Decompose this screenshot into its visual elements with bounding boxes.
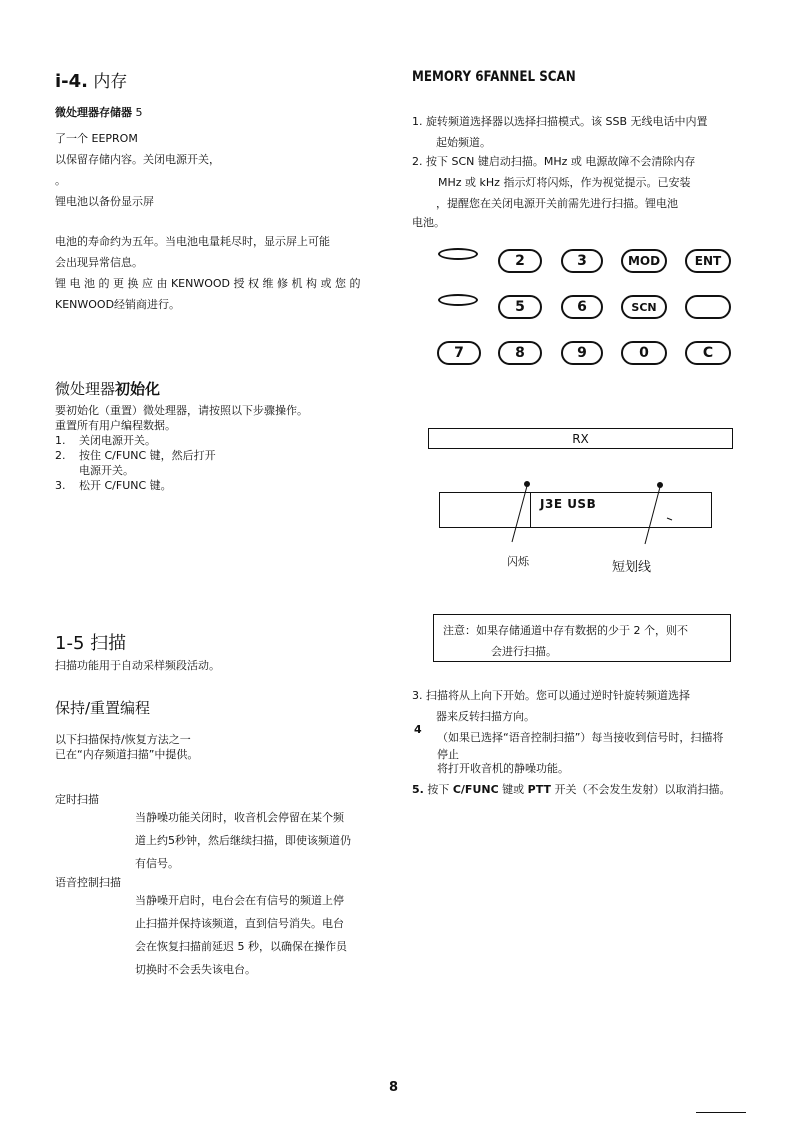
scan-step-4: （如果已选择“语音控制扫描”）每当接收到信号时，扫描将 停止 将打开收音机的静噪功能。 [437, 731, 724, 775]
key-c[interactable]: C [685, 341, 731, 365]
battery-text: 电池。 [412, 216, 445, 229]
dash-dot [657, 482, 663, 488]
key-6[interactable]: 6 [561, 295, 603, 319]
memory-subtitle: 微处理器存储器 5 [55, 106, 143, 119]
key-2[interactable]: 2 [498, 249, 542, 273]
memory-scan-title: MEMORY 6FANNEL SCAN [412, 69, 576, 85]
init-steps [55, 433, 216, 493]
voice-scan-title: 语音控制扫描 [55, 876, 121, 889]
key-blank[interactable] [685, 295, 731, 319]
section-title-memory [55, 67, 127, 92]
memory-text-2: 电池的寿命约为五年。当电池电量耗尽时，显示屏上可能 会出现异常信息。 锂 电 池 的 更 换 应 由 KENWOOD 授 权 维 修 机 构 或 您 的 KENWOOD经销商进行。 [55, 235, 361, 311]
timed-scan-text: 当静噪功能关闭时，收音机会停留在某个频 道上约5秒钟，然后继续扫描，即使该频道仍 有信号。 [135, 811, 351, 870]
scan-description: 扫描功能用于自动采样频段活动。 [55, 659, 220, 672]
dash-label: 短划线 [612, 560, 652, 575]
scan-step-1: 1. 旋转频道选择器以选择扫描模式。该 SSB 无线电话中内置 起始频道。 [412, 115, 708, 149]
init-title: 微处理器初始化 [55, 380, 161, 398]
section-title-scan: 1-5 扫描 [55, 633, 127, 654]
key-mod[interactable]: MOD [621, 249, 667, 273]
key-0[interactable]: 0 [621, 341, 667, 365]
hold-resume-title: 保持/重置编程 [55, 699, 151, 717]
init-intro: 要初始化（重置）微处理器，请按照以下步骤操作。 重置所有用户编程数据。 [55, 404, 308, 432]
scan-step-2: 2. 按下 SCN 键启动扫描。MHz 或 电源故障不会清除内存 MHz 或 kHz 指示灯将闪烁，作为视觉提示。已安装 ，提醒您在关闭电源开关前需先进行扫描。锂电池 [412, 155, 696, 210]
voice-scan-text: 当静噪开启时，电台会在有信号的频道上停 止扫描并保持该频道，直到信号消失。电台 会在恢复扫描前延迟 5 秒，以确保在操作员 切换时不会丢失该电台。 [135, 894, 347, 976]
indicator-lamp [438, 248, 478, 260]
note-text: 注意：如果存储通道中存有数据的少于 2 个，则不 会进行扫描。 [443, 624, 688, 658]
key-8[interactable]: 8 [498, 341, 542, 365]
rx-bar [428, 428, 733, 449]
timed-scan-title: 定时扫描 [55, 793, 99, 806]
key-7[interactable]: 7 [437, 341, 481, 365]
key-3[interactable]: 3 [561, 249, 603, 273]
key-ent[interactable]: ENT [685, 249, 731, 273]
list-item: 电源开关。 [79, 464, 134, 477]
key-scn[interactable]: SCN [621, 295, 667, 319]
key-9[interactable]: 9 [561, 341, 603, 365]
scan-step-3: 3. 扫描将从上向下开始。您可以通过逆时针旋转频道选择 器来反转扫描方向。 [412, 689, 690, 723]
lcd-divider [530, 492, 531, 528]
page-number: 8 [389, 1080, 399, 1095]
footer-rule [696, 1112, 746, 1113]
flash-label: 闪烁 [507, 555, 529, 568]
list-item: 3. 松开 C/FUNC 键。 [55, 479, 172, 492]
list-item: 1. 关闭电源开关。 [55, 434, 156, 447]
list-item: 2. 按住 C/FUNC 键，然后打开 [55, 449, 216, 462]
section-title-text: 内存 [93, 72, 128, 92]
scan-step-4-num: 4 [414, 723, 422, 736]
hold-resume-text: 以下扫描保持/恢复方法之一 已在“内存频道扫描”中提供。 [55, 733, 199, 761]
scan-step-5: 5. 按下 C/FUNC 键或 PTT 开关（不会发生发射）以取消扫描。 [412, 783, 731, 796]
key-5[interactable]: 5 [498, 295, 542, 319]
section-number: i-4. [55, 71, 89, 92]
flash-dot [524, 481, 530, 487]
memory-text-1: 了一个 EEPROM 以保留存储内容。关闭电源开关， 。 锂电池以备份显示屏 [55, 132, 220, 208]
rx-label: RX [572, 431, 589, 446]
lcd-mode-text: J3E USB [540, 497, 597, 511]
indicator-lamp [438, 294, 478, 306]
